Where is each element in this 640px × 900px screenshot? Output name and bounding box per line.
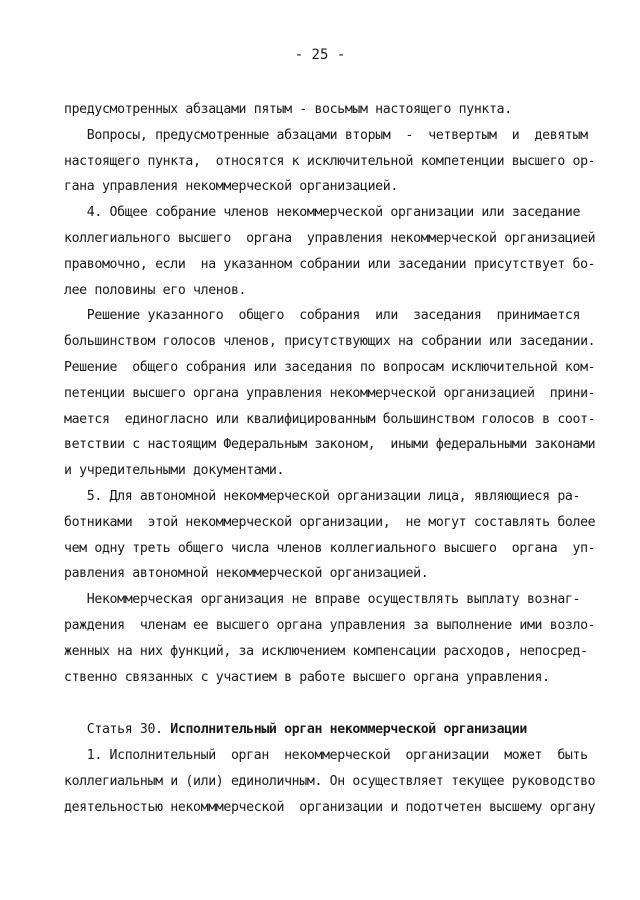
spacer [64,690,604,717]
text-line: Некоммерческая организация не вправе осуществлять выплату вознаг- [64,592,581,608]
paragraph [64,200,604,303]
text-line: настоящего пункта, относятся к исключительной компетенции высшего ор- [64,153,596,169]
text-line: петенции высшего органа управления некоммерческой организацией прини- [64,385,596,401]
text-line: гана управления некоммерческой организацией. [64,179,398,195]
text-line: предусмотренных абзацами пятым - восьмым настоящего пункта. [64,102,512,117]
text-line: коллегиального высшего органа управления некоммерческой организацией [64,230,596,246]
text-line: лее половины его членов. [64,282,247,298]
text-line: равления автономной некоммерческой организацией. [64,566,429,582]
text-line: правомочно, если на указанном собрании или заседании присутствует бо- [64,256,596,272]
document-body [64,97,604,821]
paragraph [64,484,604,587]
text-line: коллегиальным и (или) единоличным. Он осуществляет текущее руководство [64,773,596,789]
text-line: ветствии с настоящим Федеральным законом, иными федеральными законами [64,437,596,453]
text-line: Решение указанного общего собрания или заседания принимается [64,308,581,324]
text-line: женных на них функций, за исключением компенсации расходов, непосред- [64,643,588,659]
text-line: ботниками этой некоммерческой организации, не могут составлять более [64,514,596,530]
text-line: и учредительными документами. [64,463,285,479]
text-line: большинством голосов членов, присутствующих на собрании или заседании. [64,334,596,350]
article-number: Статья 30. [64,722,171,738]
text-line: чем одну треть общего числа членов коллегиального высшего органа уп- [64,540,596,556]
paragraph [64,303,604,484]
text-line: 4. Общее собрание членов некоммерческой организации или заседание [64,205,581,221]
page-number: - 25 - [294,47,346,63]
article-heading [64,717,604,743]
text-line: мается единогласно или квалифицированным большинством голосов в соот- [64,411,596,427]
text-line: 1. Исполнительный орган некоммерческой организации может быть [64,748,588,764]
text-line: Решение общего собрания или заседания по вопросам исключительной ком- [64,359,596,375]
paragraph [64,587,604,690]
text-line: раждения членам ее высшего органа управления за выполнение ими возло- [64,617,596,633]
paragraph [64,123,604,200]
article-title: Исполнительный орган некоммерческой организации [170,722,527,738]
text-line: 5. Для автономной некоммерческой организации лица, являющиеся ра- [64,488,581,504]
text-line: ственно связанных с участием в работе высшего органа управления. [64,669,550,685]
paragraph [64,743,604,820]
text-line: деятельностью некомммерческой организации и подотчетен высшему органу [64,799,596,815]
text-line: Вопросы, предусмотренные абзацами вторым - четвертым и девятым [64,127,588,143]
article-heading-line [64,717,604,743]
paragraph [64,97,604,123]
